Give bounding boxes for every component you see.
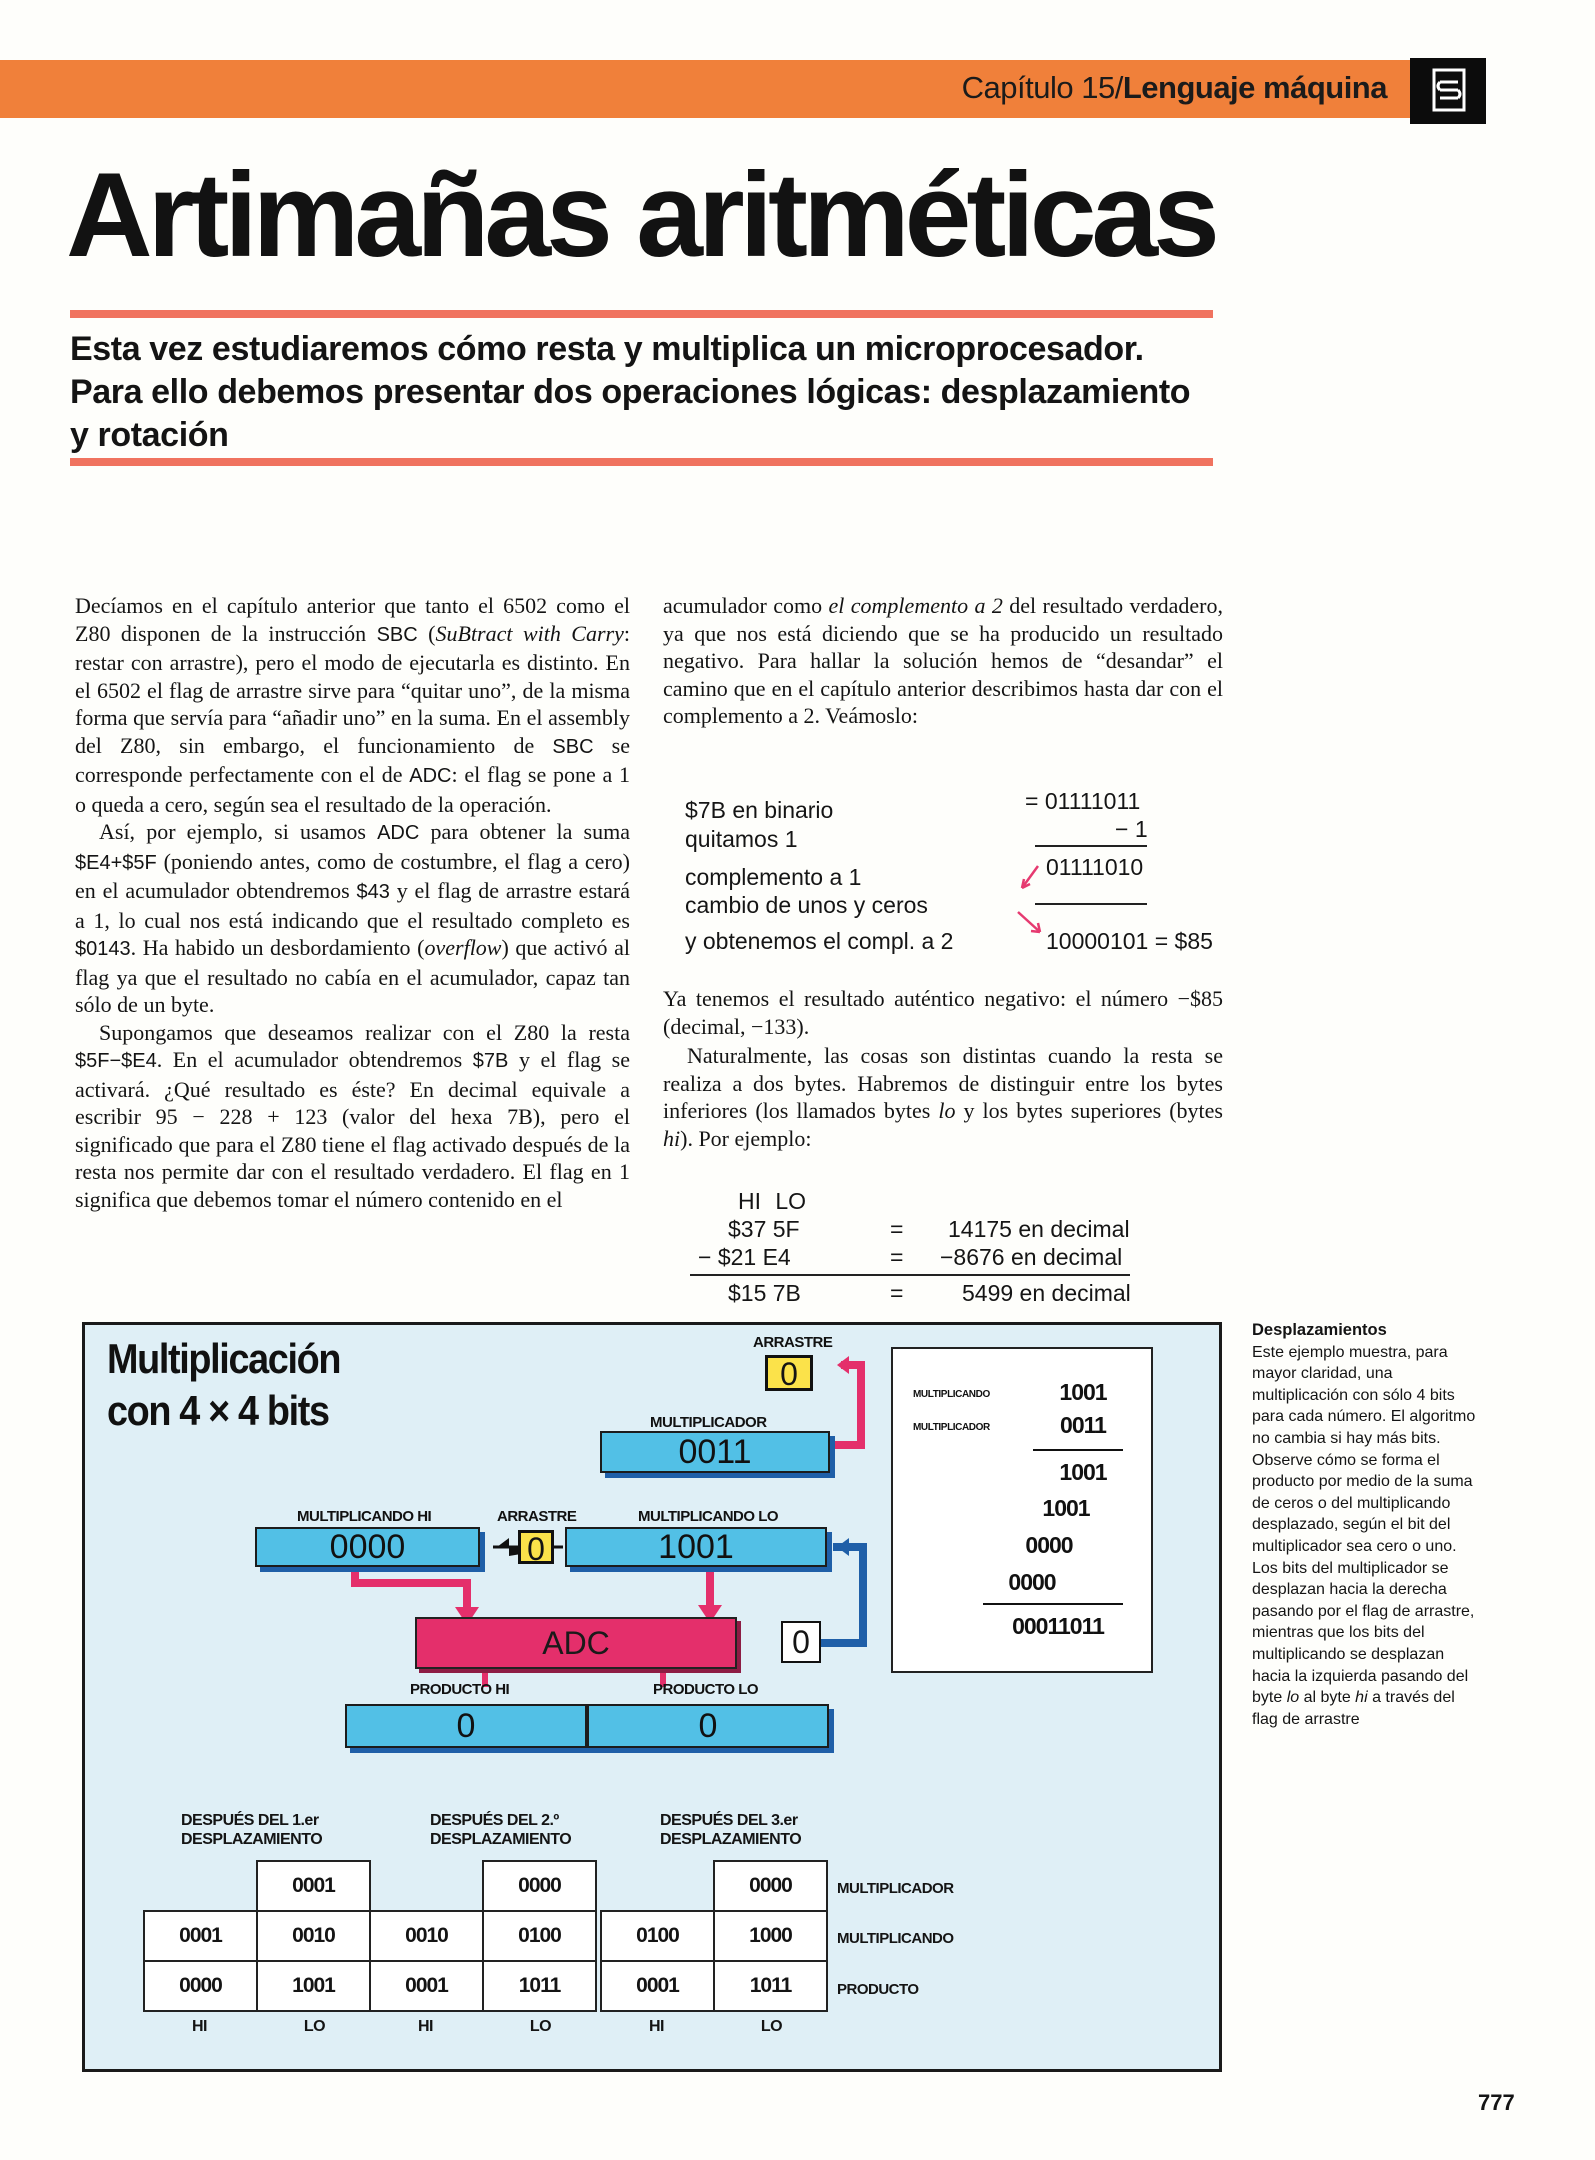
column-left xyxy=(75,592,630,1213)
column-right xyxy=(663,592,1223,730)
title-rule-top xyxy=(70,310,1213,318)
arrastre-top-flag: 0 xyxy=(765,1355,813,1391)
multiplicador-label: MULTIPLICADOR xyxy=(650,1414,767,1431)
article-subtitle: Esta vez estudiaremos cómo resta y multiplica un microprocesador. Para ello debemos presentar dos operaciones lógicas: desplazamiento y rotación xyxy=(70,330,1191,454)
adc-unit: ADC xyxy=(415,1617,737,1669)
chapter-computer-icon xyxy=(1410,58,1486,124)
diagram-title: Multiplicación con 4 × 4 bits xyxy=(107,1335,341,1434)
paragraph-3: Supongamos que deseamos realizar con el Z80 la resta $5F−$E4. En el acumulador obtendremos $7B y el flag se activará. ¿Qué resultado es éste? En decimal equivale a escribir 95 − 228 + 123 (valor del hexa 7B), pero el significado que para el Z80 tiene el flag activado después de la resta nos permite dar con el resultado verdadero. El flag en 1 significa que debemos tomar el número contenido en el xyxy=(75,1019,630,1212)
multiplicando-hi-register: 0000 xyxy=(255,1527,480,1567)
conversion-arrows-icon xyxy=(1010,860,1050,950)
multiplicador-register: 0011 xyxy=(600,1431,830,1473)
arrastre-mid-label: ARRASTRE xyxy=(497,1508,577,1525)
sidebar-title: Desplazamientos xyxy=(1252,1321,1387,1339)
paragraph-4: acumulador como el complemento a 2 del resultado verdadero, ya que nos está diciendo que se ha producido un resultado negativo. Para hallar la solución hemos de “desandar” el camino que en el capítulo anterior describimos hasta dar con el complemento a 2. Veámoslo: xyxy=(663,593,1223,728)
step-1-table: 0001 0001 0010 0000 1001 xyxy=(143,1860,371,2012)
arrastre-mid-flag: 0 xyxy=(518,1530,554,1564)
producto-lo-register: 0 xyxy=(587,1704,829,1748)
paragraph-1: Decíamos en el capítulo anterior que tanto el 6502 como el Z80 disponen de la instrucción SBC (SuBtract with Carry: restar con arrastre), pero el modo de ejecutarla es distinto. En el 6502 el flag de arrastre sirve para “quitar uno”, de la misma forma que servía para “añadir uno” en la suma. En el assembly del Z80, sin embargo, el funcionamiento de SBC se corresponde perfectamente con el de ADC: el flag se pone a 1 o queda a cero, según sea el resultado de la operación. xyxy=(75,593,630,817)
paragraph-6: Naturalmente, las cosas son distintas cuando la resta se realiza a dos bytes. Habremos de distinguir entre los bytes inferiores (los llamados bytes lo y los bytes superiores (bytes hi). Por ejemplo: xyxy=(663,1043,1223,1151)
producto-hi-label: PRODUCTO HI xyxy=(410,1681,510,1698)
producto-hi-register: 0 xyxy=(345,1704,587,1748)
long-multiplication-panel: MULTIPLICANDO 1001 MULTIPLICADOR 0011 1001 1001 0000 0000 00011011 xyxy=(891,1347,1153,1673)
multiplicando-lo-label: MULTIPLICANDO LO xyxy=(638,1508,779,1525)
multiplicando-hi-label: MULTIPLICANDO HI xyxy=(297,1508,432,1525)
step-2-table: 0000 0010 0100 0001 1011 xyxy=(369,1860,597,2012)
paragraph-5: Ya tenemos el resultado auténtico negativo: el número −$85 (decimal, −133). xyxy=(663,986,1223,1039)
chapter-banner xyxy=(0,60,1432,118)
multiplicando-lo-register: 1001 xyxy=(565,1527,827,1567)
arrastre-top-label: ARRASTRE xyxy=(753,1334,833,1351)
chapter-header: Capítulo 15/Lenguaje máquina xyxy=(961,70,1387,105)
paragraph-2: Así, por ejemplo, si usamos ADC para obtener la suma $E4+$5F (poniendo antes, como de costumbre, el flag a cero) en el acumulador obtendremos $43 y el flag de arrastre estará a 1, lo cual nos está indicando que el resultado completo es $0143. Ha habido un desbordamiento (overflow) que activó al flag ya que el resultado no cabía en el acumulador, capaz tan sólo de un byte. xyxy=(75,819,630,1017)
article-title: Artimañas aritméticas xyxy=(66,148,1215,282)
producto-lo-label: PRODUCTO LO xyxy=(653,1681,759,1698)
title-rule-bottom xyxy=(70,458,1213,466)
multiplication-diagram: Multiplicación con 4 × 4 bits ARRASTRE 0 MULTIPLICADOR 0011 MULTIPLICANDO HI 0000 ARRASTRE 0 MULTIPLICANDO LO 1001 ADC 0 PRODUCTO HI PRODUCTO LO 0 0 MULTIPLICANDO 1001 MULTIPLICADOR 0011 1001 1001 0000 0000 00011011 DESPUÉS DEL 1.er DESPLAZAMIENTO DESPUÉS DEL 2.º DESPLAZAMIENTO DESPUÉS DEL 3.er DESPLAZAMIENTO 0001 0001 0010 0000 1001 0000 0010 0100 0001 1011 0000 0100 1000 0001 1011 MULTIPLICADOR MULTIPLICANDO PRODUCTO HI LO HI LO HI LO xyxy=(82,1322,1222,2072)
step-3-table: 0000 0100 1000 0001 1011 xyxy=(600,1860,828,2012)
sidebar-caption: Desplazamientos Este ejemplo muestra, para mayor claridad, una multiplicación con sólo 4 bits para cada número. El algoritmo no cambia si hay más bits. Observe cómo se forma el producto por medio de la suma de ceros o del multiplicando desplazado, según el bit del multiplicador sea cero o uno. Los bits del multiplicador se desplazan hacia la derecha pasando por el flag de arrastre, mientras que los bits del multiplicando se desplazan hacia la izquierda pasando del byte lo al byte hi a través del flag de arrastre xyxy=(1252,1321,1476,1728)
adc-carry-box: 0 xyxy=(781,1621,821,1663)
page-number: 777 xyxy=(1478,2090,1515,2115)
